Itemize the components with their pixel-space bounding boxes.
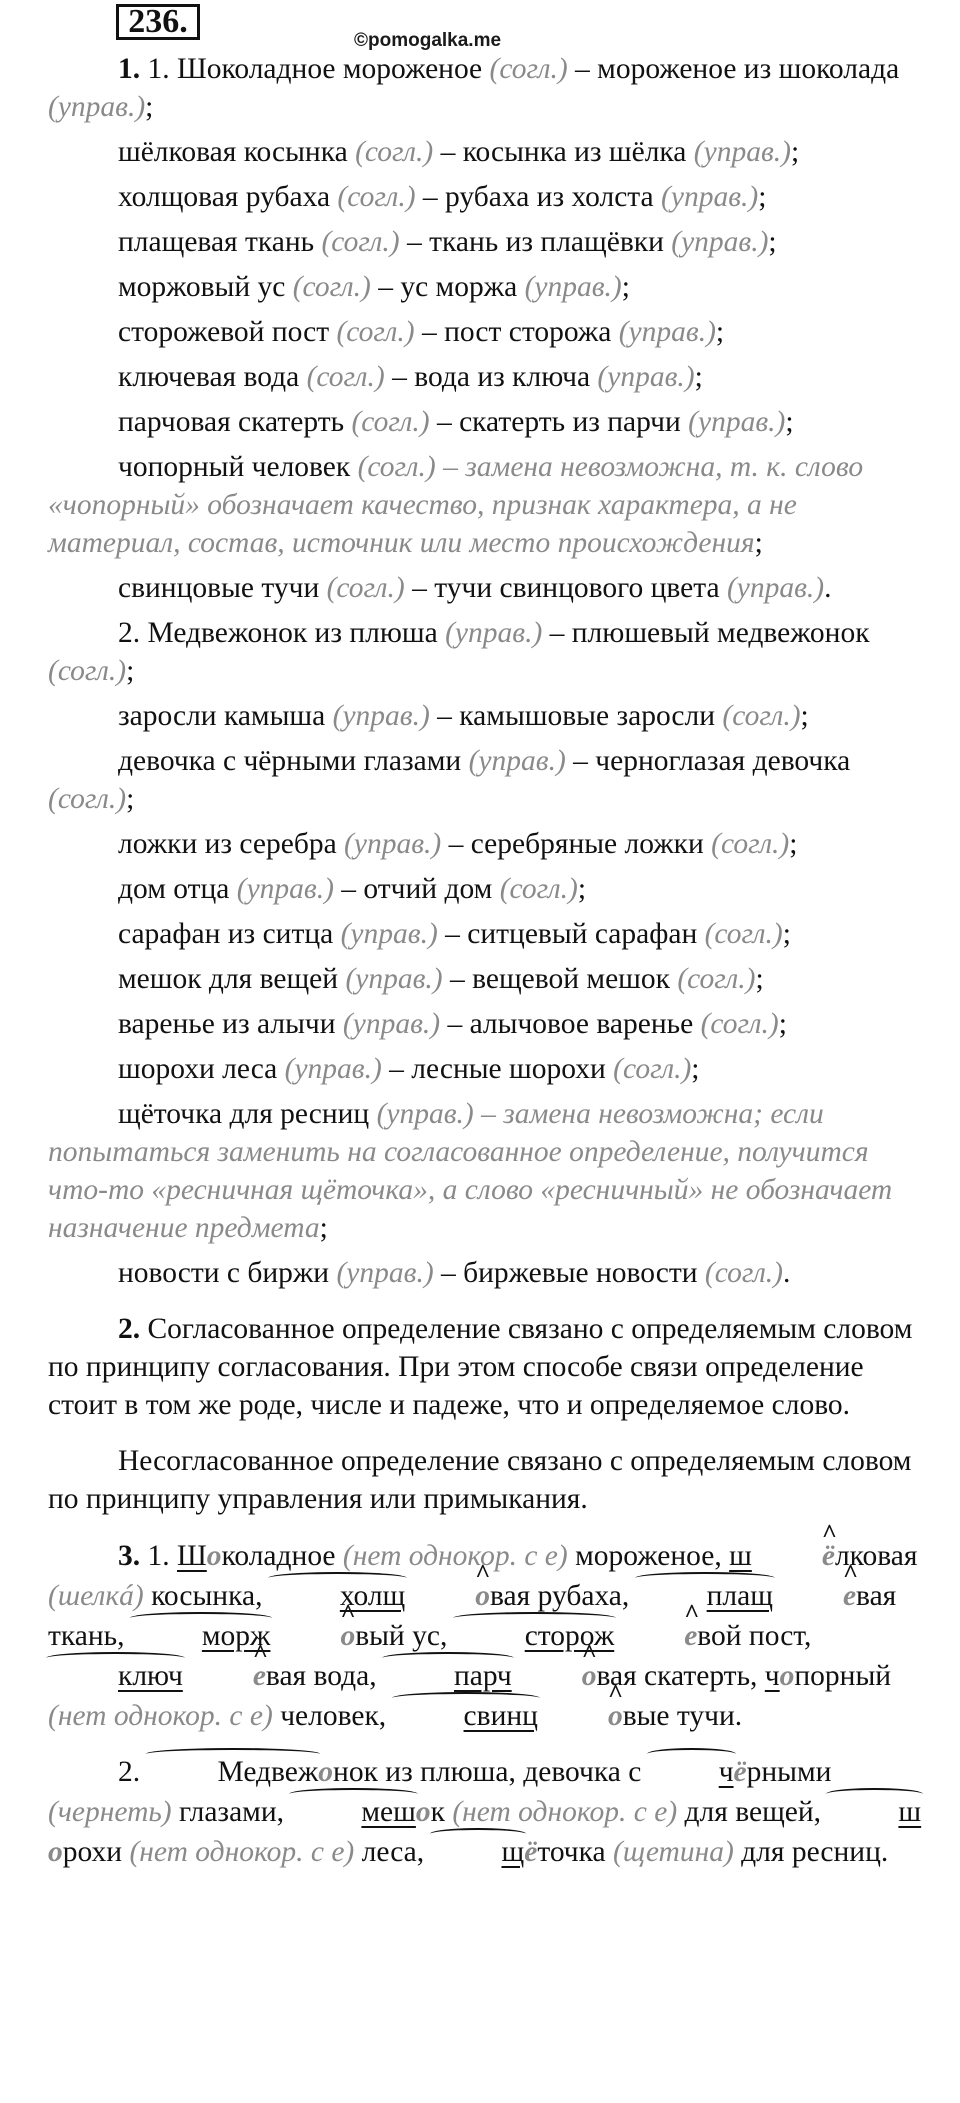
note: (согл.) xyxy=(489,53,568,85)
note: (управ.) xyxy=(332,700,430,732)
punct: ; xyxy=(758,181,767,213)
phrase-right: скатерть из парчи xyxy=(459,406,681,438)
dash: – xyxy=(370,271,401,303)
part1-label: 1. xyxy=(118,53,141,85)
dash: – xyxy=(433,1257,464,1289)
phrase-right: отчий дом xyxy=(363,873,493,905)
phrase-right: пост сторожа xyxy=(444,316,612,348)
word-part: вой пост, xyxy=(697,1620,812,1652)
vowel: о ^ xyxy=(405,1576,490,1616)
dash: – xyxy=(399,226,430,258)
phrase-right: ткань из плащёвки xyxy=(429,226,664,258)
phrase-left: 1. Шоколадное мороженое xyxy=(147,53,483,85)
vowel: ё ^ xyxy=(752,1536,835,1576)
phrase-left: парчовая скатерть xyxy=(118,406,345,438)
dash: – xyxy=(429,700,460,732)
note: (согл.) xyxy=(499,873,578,905)
dash: – xyxy=(441,828,471,860)
phrase-right: тучи свинцового цвета xyxy=(434,572,720,604)
dash: – xyxy=(433,136,463,168)
root: ч xyxy=(649,1752,734,1792)
note: (управ.) xyxy=(284,1053,382,1085)
list2-item xyxy=(48,1050,928,1088)
note: (управ.) xyxy=(376,1098,474,1130)
phrase-right: ус моржа xyxy=(400,271,518,303)
part2-label: 2. xyxy=(118,1313,141,1345)
word-part: Ш xyxy=(177,1540,207,1572)
list1-item xyxy=(48,178,928,216)
sub-number: 1. xyxy=(147,1540,170,1572)
note: (нет однокор. с е) xyxy=(129,1836,355,1868)
explanation: – замена невозможна, т. к. слово «чопорный» обозначает качество, признак характера, а не материал, состав, источник или место происхождения xyxy=(48,451,864,559)
note: (согл.) xyxy=(613,1053,692,1085)
word: мороженое, xyxy=(575,1540,722,1572)
punct: ; xyxy=(691,1053,700,1085)
phrase-left: дом отца xyxy=(118,873,230,905)
note: (согл.) xyxy=(351,406,430,438)
note: (управ.) xyxy=(661,181,759,213)
note: (согл.) xyxy=(711,828,790,860)
dash: – xyxy=(437,918,468,950)
word-part: вая вода, xyxy=(265,1660,377,1692)
phrase-left: сарафан из ситца xyxy=(118,918,334,950)
phrase-right: камышовые заросли xyxy=(459,700,716,732)
punct: ; xyxy=(145,91,154,123)
word-part: вый ус, xyxy=(355,1620,448,1652)
phrase-left: ключевая вода xyxy=(118,361,300,393)
phrase-right: рубаха из холста xyxy=(445,181,654,213)
punct: ; xyxy=(715,316,725,348)
note: (управ.) xyxy=(236,873,334,905)
word: ткань, xyxy=(48,1620,125,1652)
word-part: нок из плюша, девочка с xyxy=(333,1756,642,1788)
dash: – xyxy=(384,361,415,393)
phrase-left: заросли камыша xyxy=(118,700,326,732)
exercise-number: 236. xyxy=(116,4,200,40)
note: (нет однокор. с е) xyxy=(452,1796,678,1828)
word: косынка, xyxy=(151,1580,263,1612)
word-part: ш xyxy=(729,1540,752,1572)
note: (согл.) xyxy=(337,181,416,213)
phrase-right: вода из ключа xyxy=(414,361,591,393)
vowel: о ^ xyxy=(512,1656,597,1696)
note: (согл.) xyxy=(292,271,371,303)
root: ключ xyxy=(48,1656,183,1696)
punct: ; xyxy=(790,136,800,168)
phrase-left: свинцовые тучи xyxy=(118,572,320,604)
note: (согл.) xyxy=(336,316,415,348)
dash: – xyxy=(542,617,572,649)
word-part: к xyxy=(430,1796,445,1828)
note: (управ.) xyxy=(671,226,769,258)
phrase-left: шёлковая косынка xyxy=(118,136,348,168)
vowel: о ^ xyxy=(270,1616,355,1656)
note: (согл.) xyxy=(326,572,405,604)
punct: ; xyxy=(577,873,587,905)
vowel: ё xyxy=(524,1836,538,1868)
vowel: е ^ xyxy=(614,1616,697,1656)
list1-item xyxy=(48,268,928,306)
part2-para1 xyxy=(48,1310,928,1424)
punct: ; xyxy=(778,1008,787,1040)
punct: . xyxy=(824,572,832,604)
note: (управ.) xyxy=(445,617,543,649)
list1-item xyxy=(48,133,928,171)
phrase-left: холщовая рубаха xyxy=(118,181,331,213)
answer-body xyxy=(48,50,928,1885)
punct: ; xyxy=(789,828,798,860)
root: морж xyxy=(132,1616,271,1656)
phrase-left: чопорный человек xyxy=(118,451,351,483)
phrase-right: биржевые новости xyxy=(463,1257,698,1289)
root: сторож xyxy=(455,1616,615,1656)
word-part: вая xyxy=(490,1580,531,1612)
punct: ; xyxy=(621,271,630,303)
phrase-right: лесные шорохи xyxy=(411,1053,606,1085)
root: ш xyxy=(828,1792,921,1832)
word: для ресниц. xyxy=(741,1836,889,1868)
punct: ; xyxy=(768,226,777,258)
part3-para2 xyxy=(48,1752,928,1872)
phrase-left: щёточка для ресниц xyxy=(118,1098,370,1130)
part3-para1 xyxy=(48,1536,928,1736)
dash: – xyxy=(414,316,445,348)
word-part: коладное xyxy=(221,1540,336,1572)
vowel: е ^ xyxy=(773,1576,856,1616)
vowel: ё xyxy=(733,1756,747,1788)
phrase-right: плюшевый медвежонок xyxy=(571,617,870,649)
word-part: вая xyxy=(856,1580,897,1612)
note: (согл.) xyxy=(722,700,801,732)
chopornyi-item xyxy=(48,448,928,562)
vowel: о ^ xyxy=(538,1696,623,1736)
note: (управ.) xyxy=(597,361,695,393)
punct: ; xyxy=(694,361,703,393)
punct: ; xyxy=(785,406,794,438)
word: леса, xyxy=(361,1836,425,1868)
word: глазами, xyxy=(179,1796,285,1828)
word: для вещей, xyxy=(684,1796,822,1828)
phrase-right: ситцевый сарафан xyxy=(467,918,698,950)
list2-item xyxy=(48,825,928,863)
note: (согл.) xyxy=(704,1257,784,1289)
phrase-right: мороженое из шоколада xyxy=(597,53,900,85)
vowel: о xyxy=(415,1796,431,1828)
phrase-left: 2. Медвежонок из плюша xyxy=(118,617,438,649)
note: (управ.) xyxy=(48,91,146,123)
note: (согл.) xyxy=(357,451,436,483)
phrase-left: ложки из серебра xyxy=(118,828,337,860)
root: щ xyxy=(432,1832,525,1872)
word-part: вые тучи. xyxy=(622,1700,743,1732)
punct: ; xyxy=(800,700,809,732)
punct: ; xyxy=(754,527,763,559)
word-part: рными xyxy=(746,1756,832,1788)
note: (управ.) xyxy=(345,963,443,995)
root: холщ xyxy=(270,1576,405,1616)
punct: . xyxy=(783,1257,791,1289)
note: (управ.) xyxy=(726,572,825,604)
list2-item xyxy=(48,1005,928,1043)
phrase-left: новости с биржи xyxy=(118,1257,330,1289)
list2-item xyxy=(48,915,928,953)
note: (шелкá) xyxy=(48,1580,144,1612)
dash: – xyxy=(429,406,460,438)
dash: – xyxy=(404,572,435,604)
root: меш xyxy=(291,1792,415,1832)
vowel: о xyxy=(779,1660,795,1692)
phrase-right: серебряные ложки xyxy=(470,828,704,860)
list2-item xyxy=(48,697,928,735)
word-part: порный xyxy=(794,1660,892,1692)
note: (согл.) xyxy=(306,361,385,393)
punct: ; xyxy=(755,963,764,995)
note: (согл.) xyxy=(321,226,400,258)
note: (нет однокор. с е) xyxy=(342,1540,568,1572)
root: парч xyxy=(384,1656,512,1696)
list1-item xyxy=(48,313,928,351)
phrase-left: сторожевой пост xyxy=(118,316,330,348)
vowel: о xyxy=(48,1836,63,1868)
list1-item xyxy=(48,358,928,396)
dash: – xyxy=(442,963,473,995)
part2-text: Согласованное определение связано с определяемым словом по принципу согласования. При этом способе связи определение стоит в том же роде, числе и падеже, что и определяемое слово. xyxy=(48,1313,913,1421)
note: (согл.) xyxy=(48,655,127,687)
svintsovye-item xyxy=(48,569,928,607)
note: (управ.) xyxy=(340,918,438,950)
note: (согл.) xyxy=(704,918,783,950)
root: Медвеж xyxy=(148,1752,319,1792)
root: плащ xyxy=(637,1576,773,1616)
note: (управ.) xyxy=(693,136,791,168)
phrase-right: косынка из шёлка xyxy=(462,136,687,168)
list2-item xyxy=(48,960,928,998)
word-part: лковая xyxy=(834,1540,918,1572)
note: (согл.) xyxy=(48,783,127,815)
dash: – xyxy=(565,745,596,777)
novosti-item xyxy=(48,1254,928,1292)
punct: ; xyxy=(126,655,135,687)
dash: – xyxy=(415,181,446,213)
note: (нет однокор. с е) xyxy=(48,1700,273,1732)
phrase-left: девочка с чёрными глазами xyxy=(118,745,462,777)
dash: – xyxy=(333,873,364,905)
phrase-right: черноглазая девочка xyxy=(595,745,851,777)
word: рубаха, xyxy=(537,1580,630,1612)
explanation: – замена невозможна; если попытаться заменить на согласованное определение, получится что-то «ресничная щёточка», а слово «ресничный» не обозначает назначение предмета xyxy=(48,1098,893,1244)
word-part: рохи xyxy=(62,1836,123,1868)
dash: – xyxy=(381,1053,412,1085)
note: (управ.) xyxy=(342,1008,441,1040)
list2-item xyxy=(48,870,928,908)
watermark: ©pomogalka.me xyxy=(354,30,502,51)
list1-item xyxy=(48,403,928,441)
note: (щетина) xyxy=(613,1836,734,1868)
word-part: ч xyxy=(764,1660,780,1692)
note: (чернеть) xyxy=(48,1796,172,1828)
sub-number: 2. xyxy=(118,1756,141,1788)
dash: – xyxy=(567,53,598,85)
phrase-left: варенье из алычи xyxy=(118,1008,336,1040)
shchetochka-item xyxy=(48,1095,928,1247)
note: (согл.) xyxy=(700,1008,779,1040)
list2-item xyxy=(48,614,928,690)
note: (управ.) xyxy=(468,745,566,777)
list1-item xyxy=(48,50,928,126)
note: (управ.) xyxy=(344,828,442,860)
note: (управ.) xyxy=(688,406,786,438)
part2-para2: Несогласованное определение связано с определяемым словом по принципу управления или примыкания. xyxy=(48,1445,912,1515)
dash: – xyxy=(440,1008,470,1040)
phrase-left: шорохи леса xyxy=(118,1053,278,1085)
note: (управ.) xyxy=(524,271,622,303)
root: свинц xyxy=(394,1696,538,1736)
phrase-right: вещевой мешок xyxy=(472,963,670,995)
word-part: вая скатерть, xyxy=(596,1660,758,1692)
phrase-right: алычовое варенье xyxy=(469,1008,694,1040)
phrase-left: мешок для вещей xyxy=(118,963,339,995)
note: (согл.) xyxy=(355,136,434,168)
vowel: о xyxy=(206,1540,222,1572)
phrase-left: плащевая ткань xyxy=(118,226,315,258)
word-part: точка xyxy=(537,1836,606,1868)
punct: ; xyxy=(782,918,791,950)
note: (управ.) xyxy=(336,1257,434,1289)
vowel: о xyxy=(318,1756,334,1788)
note: (управ.) xyxy=(618,316,716,348)
phrase-left: моржовый ус xyxy=(118,271,286,303)
part3-label: 3. xyxy=(118,1540,141,1572)
list1-item xyxy=(48,223,928,261)
list2-item xyxy=(48,742,928,818)
word: человек, xyxy=(280,1700,387,1732)
note: (согл.) xyxy=(677,963,756,995)
punct: ; xyxy=(126,783,135,815)
vowel: е ^ xyxy=(183,1656,266,1696)
punct: ; xyxy=(319,1212,328,1244)
